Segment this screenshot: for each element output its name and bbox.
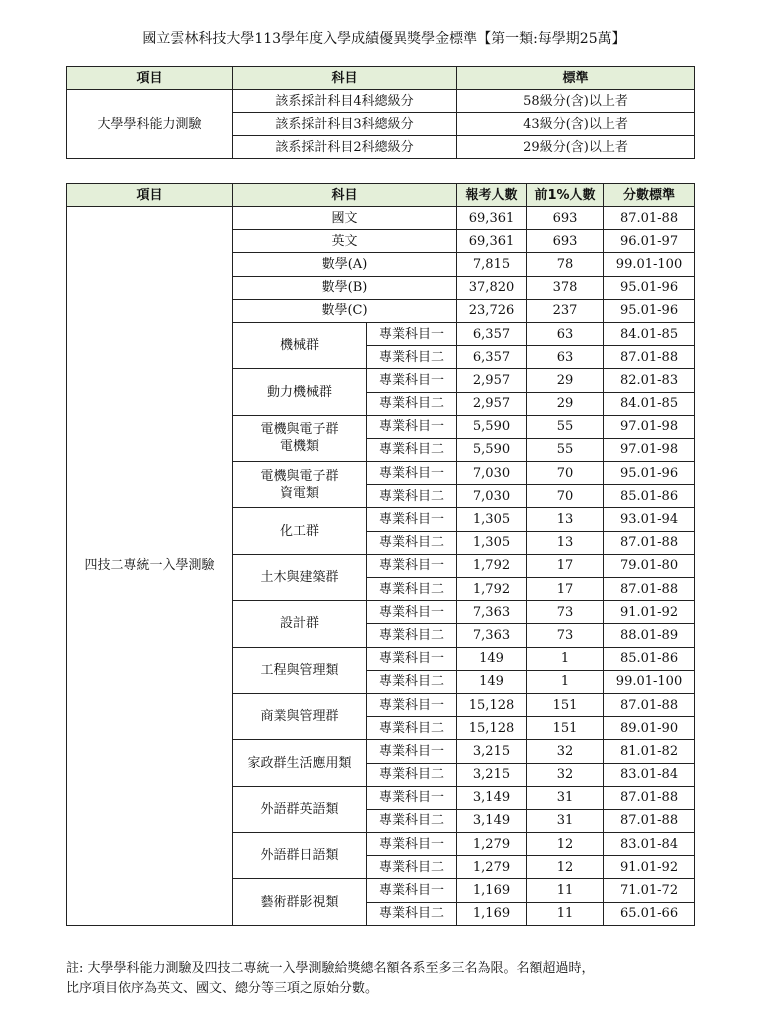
group-name: 設計群 [279,616,319,632]
count-cell: 3,149 [457,809,527,832]
count-cell: 1,792 [457,578,527,601]
sub-subject-cell: 專業科目一 [367,601,457,624]
count-cell: 7,815 [457,253,527,276]
count-cell: 1,792 [457,554,527,577]
sub-subject-cell: 專業科目一 [367,833,457,856]
top-percent-cell: 237 [527,299,604,322]
header-item: 項目 [67,184,233,207]
top-percent-cell: 73 [527,624,604,647]
group-cell [233,879,367,925]
top-percent-cell: 693 [527,207,604,230]
count-cell: 1,279 [457,833,527,856]
sub-subject-cell: 專業科目一 [367,369,457,392]
sub-subject-cell: 專業科目二 [367,392,457,415]
top-percent-cell: 63 [527,322,604,345]
score-cell: 84.01-85 [604,322,695,345]
footnote-line: 註: 大學學科能力測驗及四技二專統一入學測驗給獎總名額各系至多三名為限。名額超過時， [66,961,595,976]
top-percent-cell: 29 [527,392,604,415]
sub-subject-cell: 專業科目一 [367,647,457,670]
score-cell: 95.01-96 [604,462,695,485]
count-cell: 149 [457,647,527,670]
header-subject: 科目 [233,184,457,207]
count-cell: 149 [457,670,527,693]
group-cell [233,554,367,600]
count-cell: 69,361 [457,230,527,253]
sub-subject-cell: 專業科目二 [367,902,457,925]
score-cell: 87.01-88 [604,578,695,601]
item-cell: 大學學科能力測驗 [67,90,233,159]
group-cell [233,740,367,786]
score-cell: 99.01-100 [604,253,695,276]
top-percent-cell: 17 [527,578,604,601]
score-cell: 96.01-97 [604,230,695,253]
group-cell [233,508,367,554]
top-percent-cell: 63 [527,346,604,369]
group-cell [233,786,367,832]
top-percent-cell: 32 [527,763,604,786]
group-name: 電機與電子群 [260,422,339,438]
top-percent-cell: 17 [527,554,604,577]
top-percent-cell: 12 [527,833,604,856]
score-cell: 97.01-98 [604,415,695,438]
score-cell: 87.01-88 [604,693,695,716]
score-cell: 83.01-84 [604,763,695,786]
count-cell: 3,149 [457,786,527,809]
top-percent-cell: 55 [527,438,604,461]
score-cell: 82.01-83 [604,369,695,392]
count-cell: 7,363 [457,601,527,624]
subject-cell: 該系採計科目4科總級分 [233,90,457,113]
score-cell: 95.01-96 [604,276,695,299]
sub-subject-cell: 專業科目一 [367,879,457,902]
score-cell: 87.01-88 [604,346,695,369]
sub-subject-cell: 專業科目二 [367,485,457,508]
score-cell: 93.01-94 [604,508,695,531]
header-count: 報考人數 [457,184,527,207]
count-cell: 3,215 [457,740,527,763]
sub-subject-cell: 專業科目二 [367,531,457,554]
count-cell: 7,030 [457,462,527,485]
sub-subject-cell: 專業科目一 [367,415,457,438]
header-subject: 科目 [233,67,457,90]
standard-cell: 29級分(含)以上者 [457,136,695,159]
top-percent-cell: 1 [527,647,604,670]
sub-subject-cell: 專業科目一 [367,508,457,531]
group-subname: 資電類 [279,485,319,501]
page-title: 國立雲林科技大學113學年度入學成績優異獎學金標準【第一類:每學期25萬】 [142,31,626,47]
score-cell: 87.01-88 [604,809,695,832]
group-name: 土木與建築群 [260,570,339,585]
score-cell: 88.01-89 [604,624,695,647]
top-percent-cell: 31 [527,809,604,832]
group-cell [233,833,367,879]
score-cell: 89.01-90 [604,717,695,740]
group-cell [233,601,367,647]
sub-subject-cell: 專業科目二 [367,346,457,369]
header-standard: 標準 [457,67,695,90]
footnote-line: 比序項目依序為英文、國文、總分等三項之原始分數。 [66,981,379,996]
sub-subject-cell: 專業科目一 [367,786,457,809]
group-cell [233,647,367,693]
count-cell: 23,726 [457,299,527,322]
count-cell: 2,957 [457,369,527,392]
count-cell: 1,169 [457,879,527,902]
subject-cell: 數學(B) [233,276,457,299]
group-name: 外語群英語類 [260,801,339,817]
top-percent-cell: 151 [527,717,604,740]
subject-cell: 該系採計科目2科總級分 [233,136,457,159]
score-cell: 81.01-82 [604,740,695,763]
score-cell: 83.01-84 [604,833,695,856]
count-cell: 7,363 [457,624,527,647]
table-row [67,207,695,230]
group-name: 機械群 [279,338,319,354]
score-cell: 99.01-100 [604,670,695,693]
top-percent-cell: 32 [527,740,604,763]
top-percent-cell: 31 [527,786,604,809]
score-cell: 87.01-88 [604,531,695,554]
group-cell [233,415,367,461]
count-cell: 37,820 [457,276,527,299]
sub-subject-cell: 專業科目一 [367,462,457,485]
sub-subject-cell: 專業科目一 [367,693,457,716]
sub-subject-cell: 專業科目二 [367,624,457,647]
subject-cell: 數學(C) [233,299,457,322]
vocational-exam-table [66,183,695,926]
sub-subject-cell: 專業科目二 [367,717,457,740]
sub-subject-cell: 專業科目二 [367,763,457,786]
score-cell: 71.01-72 [604,879,695,902]
count-cell: 15,128 [457,693,527,716]
count-cell: 1,279 [457,856,527,879]
count-cell: 7,030 [457,485,527,508]
score-cell: 85.01-86 [604,647,695,670]
standard-cell: 58級分(含)以上者 [457,90,695,113]
sub-subject-cell: 專業科目二 [367,578,457,601]
count-cell: 1,169 [457,902,527,925]
group-cell [233,369,367,415]
table-row [67,90,695,113]
group-name: 電機與電子群 [260,468,339,484]
score-cell: 87.01-88 [604,207,695,230]
group-name: 工程與管理類 [260,662,339,678]
top-percent-cell: 13 [527,531,604,554]
count-cell: 1,305 [457,531,527,554]
group-subname: 電機類 [279,439,319,455]
table-header-row [67,67,695,90]
score-cell: 95.01-96 [604,299,695,322]
standard-cell: 43級分(含)以上者 [457,113,695,136]
sub-subject-cell: 專業科目二 [367,670,457,693]
top-percent-cell: 29 [527,369,604,392]
score-cell: 84.01-85 [604,392,695,415]
top-percent-cell: 151 [527,693,604,716]
subject-cell: 數學(A) [233,253,457,276]
count-cell: 5,590 [457,438,527,461]
subject-cell: 英文 [233,230,457,253]
subject-cell: 國文 [233,207,457,230]
sub-subject-cell: 專業科目二 [367,438,457,461]
count-cell: 69,361 [457,207,527,230]
score-cell: 85.01-86 [604,485,695,508]
top-percent-cell: 693 [527,230,604,253]
group-cell [233,462,367,508]
sub-subject-cell: 專業科目一 [367,322,457,345]
top-percent-cell: 70 [527,462,604,485]
top-percent-cell: 378 [527,276,604,299]
sub-subject-cell: 專業科目一 [367,740,457,763]
sub-subject-cell: 專業科目二 [367,856,457,879]
group-name: 動力機械群 [266,384,332,400]
top-percent-cell: 12 [527,856,604,879]
count-cell: 3,215 [457,763,527,786]
group-name: 家政群生活應用類 [247,755,352,771]
group-cell [233,693,367,739]
subject-cell: 該系採計科目3科總級分 [233,113,457,136]
group-name: 藝術群影視類 [260,894,339,910]
sub-subject-cell: 專業科目一 [367,554,457,577]
count-cell: 1,305 [457,508,527,531]
sub-subject-cell: 專業科目二 [367,809,457,832]
count-cell: 5,590 [457,415,527,438]
top-percent-cell: 13 [527,508,604,531]
score-cell: 87.01-88 [604,786,695,809]
top-percent-cell: 55 [527,415,604,438]
score-cell: 91.01-92 [604,856,695,879]
score-cell: 79.01-80 [604,554,695,577]
table-header-row [67,184,695,207]
top-percent-cell: 73 [527,601,604,624]
top-percent-cell: 11 [527,902,604,925]
top-percent-cell: 70 [527,485,604,508]
count-cell: 6,357 [457,322,527,345]
footnote [66,959,706,999]
header-top-percent: 前1%人數 [527,184,604,207]
top-percent-cell: 11 [527,879,604,902]
top-percent-cell: 1 [527,670,604,693]
count-cell: 2,957 [457,392,527,415]
group-cell [233,322,367,368]
count-cell: 15,128 [457,717,527,740]
group-name: 外語群日語類 [260,848,339,864]
group-name: 商業與管理群 [260,709,339,725]
group-name: 化工群 [279,523,319,539]
header-score: 分數標準 [604,184,695,207]
item-cell: 四技二專統一入學測驗 [67,207,233,926]
header-item: 項目 [67,67,233,90]
exam-standard-table [66,66,695,159]
top-percent-cell: 78 [527,253,604,276]
score-cell: 97.01-98 [604,438,695,461]
score-cell: 91.01-92 [604,601,695,624]
count-cell: 6,357 [457,346,527,369]
score-cell: 65.01-66 [604,902,695,925]
